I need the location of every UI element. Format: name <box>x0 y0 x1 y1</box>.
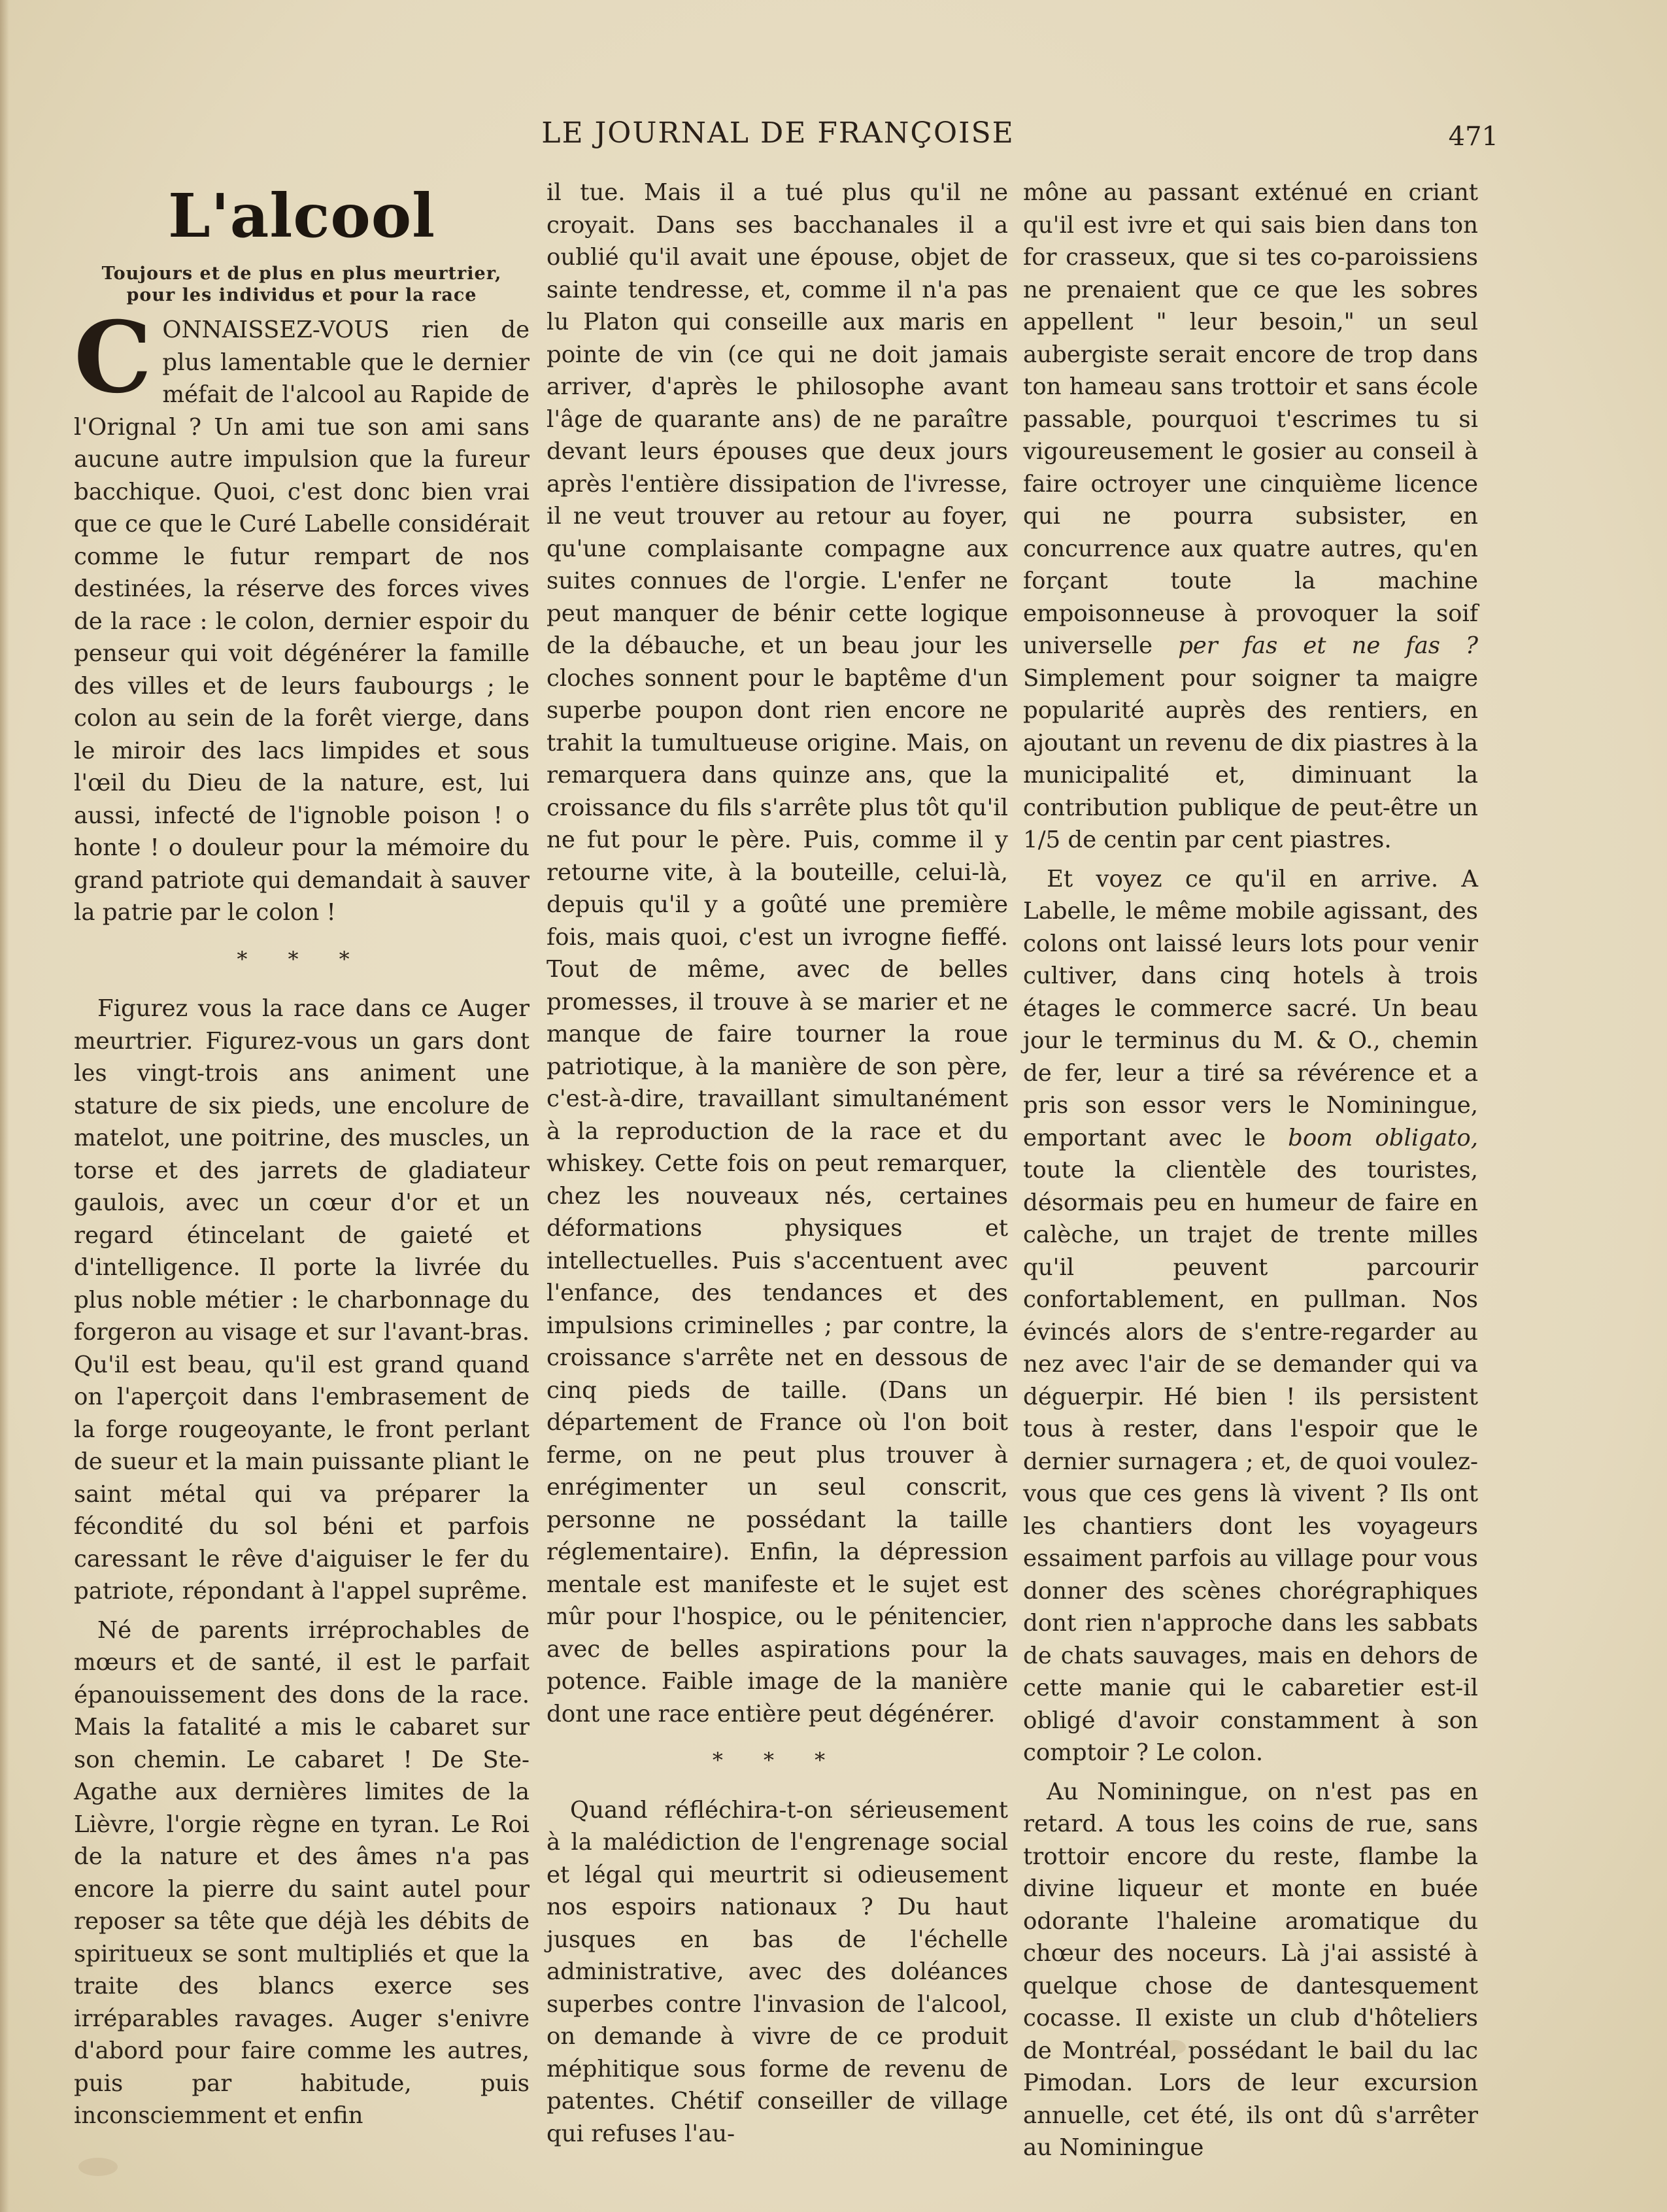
paragraph <box>1023 863 1478 1769</box>
paragraph: Au Nominingue, on n'est pas en retard. A tous les coins de rue, sans trottoir encore du reste, flambe la divine liqueur et monte en buée odorante l'haleine aromatique du chœur des noceurs. Là j'ai assisté à quelque chose de dantesquement cocasse. Il existe un club d'hôteliers de Montréal, possédant le bail du lac Pimodan. Lors de leur excursion annuelle, cet été, ils ont dû s'arrêter au Nominingue <box>1023 1778 1478 2161</box>
page-number: 471 <box>1448 122 1498 152</box>
paragraph-text: mône au passant exténué en criant qu'il est ivre et qui sais bien dans ton for crasseux, que si tes co-paroissiens ne prenaient que ce que les sobres appellent " leur besoin," un seul aubergiste serait encore de trop dans ton hameau sans trottoir et sans école passable, pourquoi t'escrimes tu si vigoureusement le gosier au conseil à faire octroyer une cinquième licence qui ne pourra subsister, en concurrence aux quatre autres, qu'en forçant toute la machine empoisonneuse à provoquer la soif universelle <box>1023 179 1478 659</box>
italic-phrase: boom obligato, <box>1288 1124 1478 1151</box>
subtitle-line-1: Toujours et de plus en plus meurtrier, <box>101 264 502 284</box>
article-subtitle <box>74 263 530 306</box>
running-title: LE JOURNAL DE FRANÇOISE <box>541 116 1015 150</box>
paragraph: Quand réfléchira-t-on sérieusement à la malédiction de l'engrenage social et légal qui meurtrit si odieusement nos espoirs nationaux ? Du haut jusques en bas de l'échelle administrative, avec des doléances superbes contre l'invasion de l'alcool, on demande à vivre de ce produit méphitique sous forme de revenu de patentes. Chétif conseiller de village qui refuses l'au- <box>547 1796 1008 2147</box>
paragraph-text: toute la clientèle des touristes, désormais peu en humeur de faire en calèche, un trajet de trente milles qu'il peuvent parcourir confortablement, en pullman. Nos évincés alors de s'entre-regarder au nez avec l'air de se demander qui va déguerpir. Hé bien ! ils persistent tous à rester, dans l'espoir que le dernier surnagera ; et, de quoi voulez-vous que ces gens là vivent ? Ils ont les chantiers dont les voyageurs essaiment parfois au village pour vous donner des scènes chorégraphiques dont rien n'approche dans les sabbats de chats sauvages, mais en dehors de cette manie qui le cabaretier est-il obligé d'avoir constamment à son comptoir ? Le colon. <box>1023 1157 1478 1766</box>
paragraph: Né de parents irréprochables de mœurs et de santé, il est le parfait épanouissement des dons de la race. Mais la fatalité a mis le cabaret sur son chemin. Le cabaret ! De Ste-Agathe aux dernières limites de la Lièvre, l'orgie règne en tyran. Le Roi de la nature et des âmes n'a pas encore la pierre du saint autel pour reposer sa tête que déjà les débits de spiritueux se sont multipliés et que la traite des blancs exerce ses irréparables ravages. Auger s'enivre d'abord pour faire comme les autres, puis par habitude, puis inconsciemment et enfin <box>74 1616 530 2129</box>
paragraph <box>1023 177 1478 857</box>
paragraph <box>74 300 530 929</box>
latin-phrase: per fas et ne fas ? <box>1178 632 1478 659</box>
column-2 <box>547 177 1008 2156</box>
article-title: L'alcool <box>167 180 436 251</box>
paragraph: il tue. Mais il a tué plus qu'il ne croyait. Dans ses bacchanales il a oublié qu'il avait une épouse, objet de sainte tendresse, et, comme il n'a pas lu Platon qui conseille aux maris en pointe de vin (ce qui ne doit jamais arriver, d'après le philosophe avant l'âge de quarante ans) de ne paraître devant leurs épouses que deux jours après l'entière dissipation de l'ivresse, il ne veut trouver au retour au foyer, qu'une complaisante compagne aux suites connues de l'orgie. L'enfer ne peut manquer de bénir cette logique de la débauche, et un beau jour les cloches sonnent pour le baptême d'un superbe poupon dont rien encore ne trahit la tumultueuse origine. Mais, on remarquera dans quinze ans, que la croissance du fils s'arrête plus tôt qu'il ne fut pour le père. Puis, comme il y retourne vite, à la bouteille, celui-là, depuis qu'il y a goûté une première fois, mais quoi, c'est un ivrogne fieffé. Tout de même, avec de belles promesses, il trouve à se marier et ne manque de faire tourner la roue patriotique, à la manière de son père, c'est-à-dire, travaillant simultanément à la reproduction de la race et du whiskey. Cette fois on peut remarquer, chez les nouveaux nés, certaines déformations physiques et intellectuelles. Puis s'accentuent avec l'enfance, des tendances et des impulsions criminelles ; par contre, la croissance s'arrête net en dessous de cinq pieds de taille. (Dans un département de France où l'on boit ferme, on ne peut plus trouver à enrégimenter un seul conscrit, personne ne possédant la taille réglementaire). Enfin, la dépression mentale est manifeste et le sujet est mûr pour l'hospice, ou le pénitencier, avec de belles aspirations pour la potence. Faible image de la manière dont une race entière peut dégénérer. <box>547 179 1008 1727</box>
subtitle-line-2: pour les individus et pour la race <box>126 285 477 305</box>
paper-stain <box>78 2158 118 2176</box>
paragraph: Figurez vous la race dans ce Auger meurtrier. Figurez-vous un gars dont les vingt-trois ans animent une stature de six pieds, une encolure de matelot, une poitrine, des muscles, un torse et des jarrets de gladiateur gaulois, avec un cœur d'or et un regard étincelant de gaieté et d'intelligence. Il porte la livrée du plus noble métier : le charbonnage du forgeron au visage et sur l'avant-bras. Qu'il est beau, qu'il est grand quand on l'aperçoit dans l'embrasement de la forge rougeoyante, le front perlant de sueur et la main puissante pliant le saint métal qui va préparer la fécondité du sol béni et parfois caressant le rêve d'aiguiser le fer du patriote, répondant à l'appel suprême. <box>74 995 530 1605</box>
paragraph-text: rien de plus lamentable que le dernier méfait de l'alcool au Rapide de l'Orignal ? Un ami tue son ami sans aucune autre impulsion que la fureur bacchique. Quoi, c'est donc bien vrai que ce que le Curé Labelle considérait comme le futur rempart de nos destinées, la réserve des forces vives de la race : le colon, dernier espoir du penseur qui voit dégénérer la famille des villes et de leurs faubourgs ; le colon au sein de la forêt vierge, dans le miroir des lacs limpides et sous l'œil du Dieu de la nature, est, lui aussi, infecté de l'ignoble poison ! o honte ! o douleur pour la mémoire du grand patriote qui demandait à sauver la patrie par le colon ! <box>74 316 530 926</box>
drop-cap: C <box>74 300 152 415</box>
opening-words: ONNAISSEZ-VOUS <box>162 316 390 343</box>
paragraph-text: Simplement pour soigner ta maigre popularité auprès des rentiers, en ajoutant un revenu de dix piastres à la municipalité et, diminuant la contribution publique de peut-être un 1/5 de centin par cent piastres. <box>1023 664 1478 853</box>
column-1 <box>74 177 530 2139</box>
page-edge-shadow <box>0 0 9 2212</box>
column-3 <box>1023 177 1478 2171</box>
section-separator: * * * <box>712 1748 843 1773</box>
paragraph-text: Et voyez ce qu'il en arrive. A Labelle, le même mobile agissant, des colons ont laissé leurs lots pour venir cultiver, dans cinq hotels à trois étages le commerce sacré. Un beau jour le terminus du M. & O., chemin de fer, leur a tiré sa révérence et a pris son essor vers le Nominingue, emportant avec le <box>1023 865 1478 1151</box>
section-separator: * * * <box>237 946 367 972</box>
